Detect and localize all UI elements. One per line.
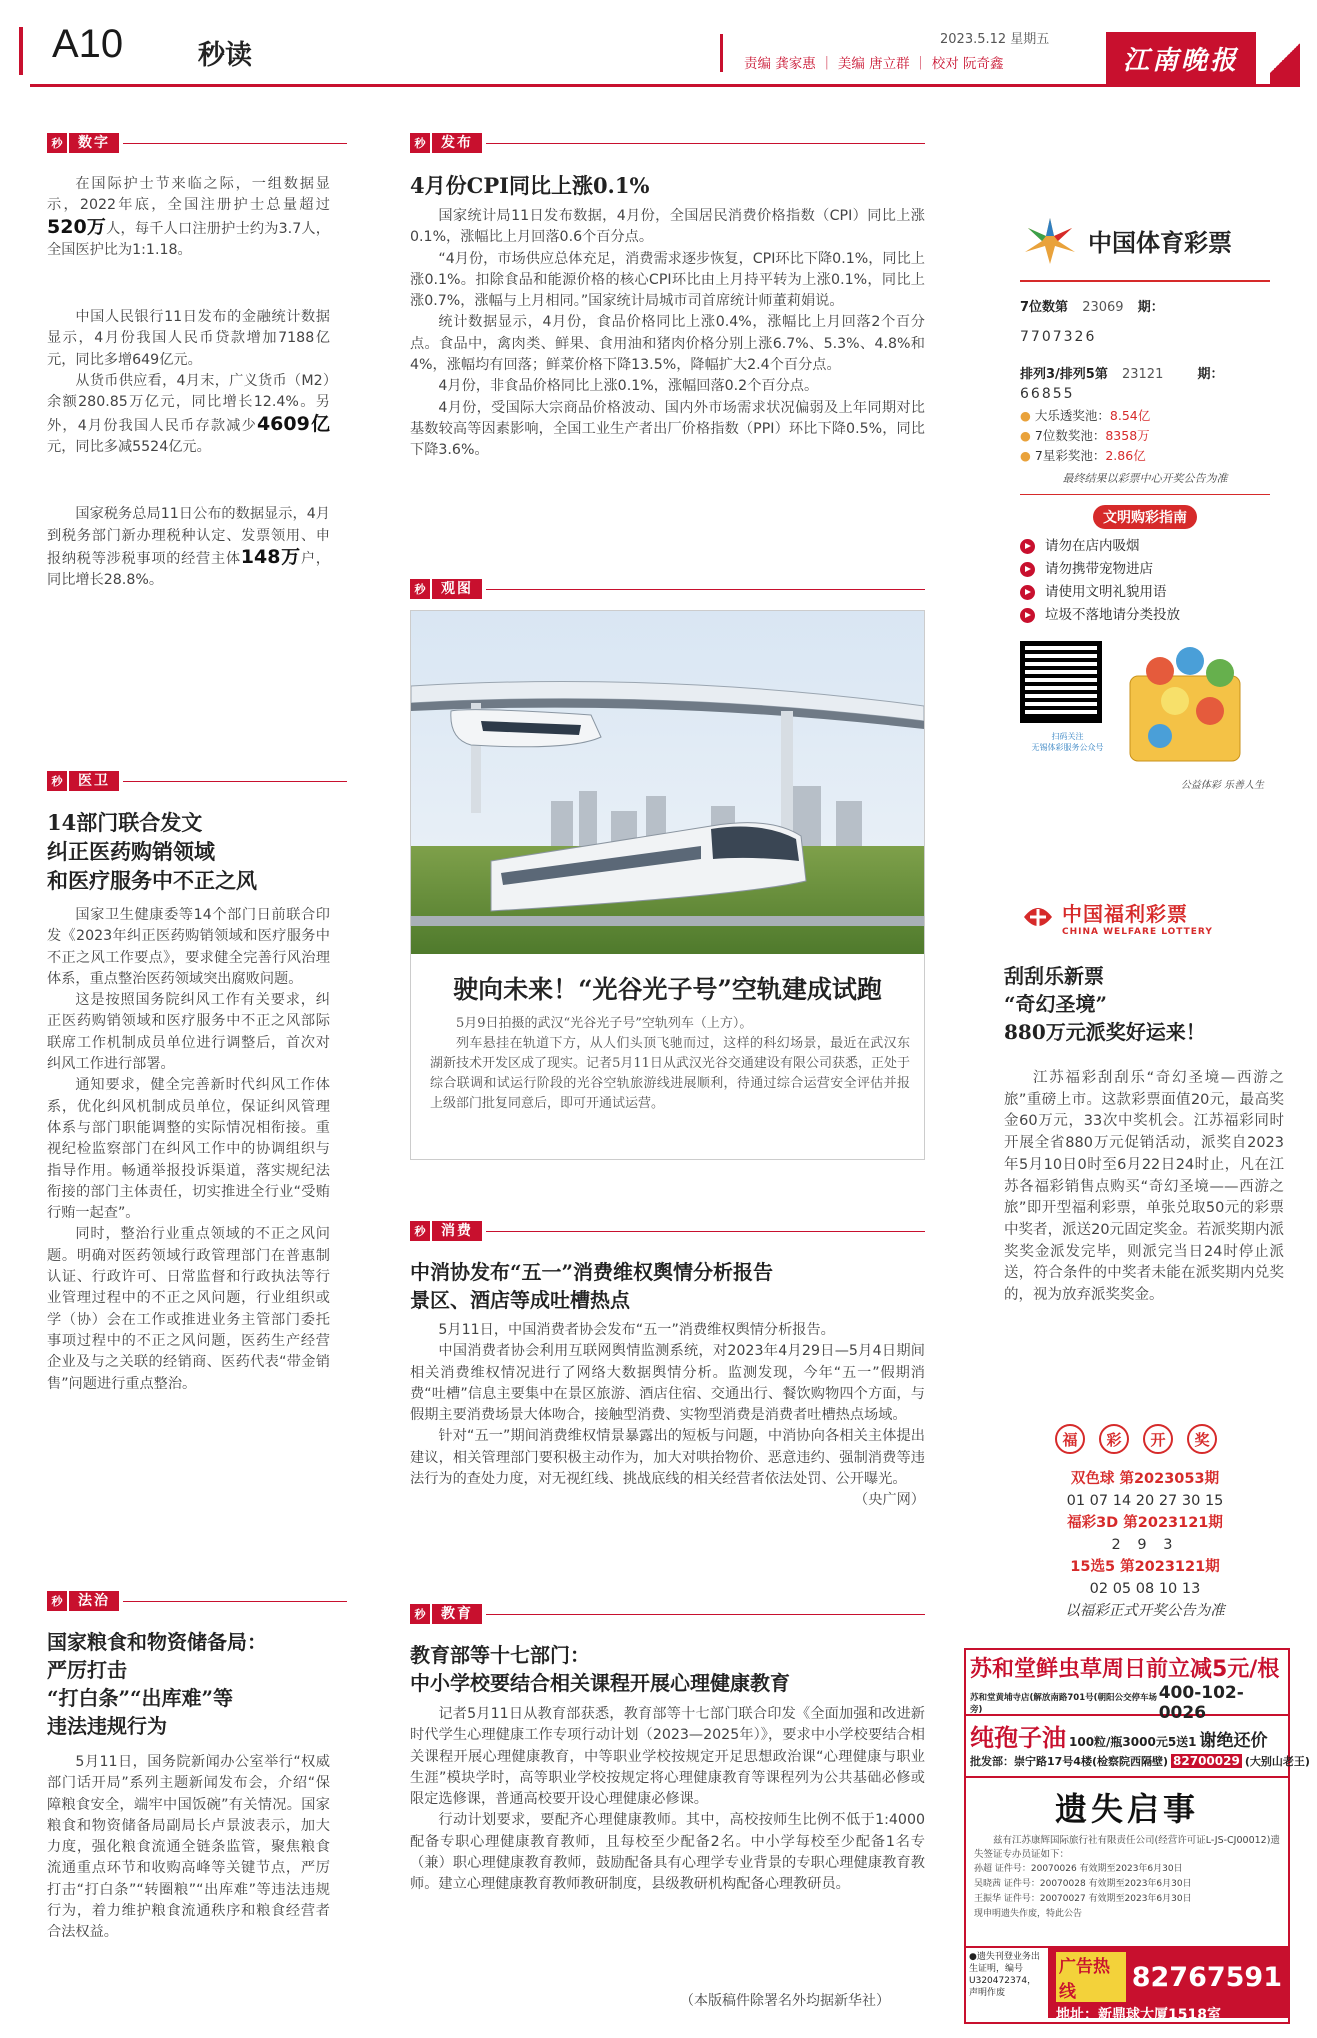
ad1: [966, 1650, 1288, 1723]
welfare-logo: [1020, 898, 1213, 937]
tag-edu-label: 教育: [432, 1604, 482, 1624]
ad2-title: 纯孢子油: [970, 1724, 1066, 1752]
ad2: [966, 1716, 1310, 1778]
ad-block: [964, 1648, 1310, 2024]
arrow-icon: [1020, 608, 1035, 623]
lottery-balls-icon: [1120, 641, 1270, 771]
welfare-headline: 刮刮乐新票 “奇幻圣境” 880万元派奖好运来！: [1004, 964, 1206, 1044]
lost-body: 兹有江苏康辉国际旅行社有限责任公司(经营许可证L-JS-CJ00012)遗失签证专办员证如下：: [974, 1835, 1280, 1860]
lost-row: 吴晓茜 证件号：20070028 有效期至2023年6月30日: [974, 1879, 1192, 1889]
sky-rail-photo: [411, 611, 924, 954]
welfare-brand-en: CHINA WELFARE LOTTERY: [1062, 927, 1213, 937]
result-note: 以福彩正式开奖公告为准: [1065, 1603, 1225, 1619]
section-name: 秒读: [198, 40, 252, 71]
guide-title-wrap: [1020, 505, 1270, 529]
sports-row1: 7位数第 23069 期：: [1020, 300, 1164, 315]
qr-caption: 扫码关注 无锡体彩服务公众号: [1031, 732, 1104, 752]
edu-body: 记者5月11日从教育部获悉，教育部等十七部门联合印发《全面加强和改进新时代学生心理健康工作专项行动计划（2023—2025年）》，要求中小学校要结合相关课程开展心理健康教育，中等职业学校按规定开足思想政治课“心理健康与职业生涯”模块学时，高等职业学校按规定将心理健康教育等课程列为公共基础必修或限定选修课，普通高校要开设心理健康必修课。 行动计划要求，要配齐心理健康教师。其中，高校按师生比例不低于1:4000配备专职心理健康教育教师，且每校至少配备2名。中小学每校至少配备1名专（兼）职心理健康教育教师，鼓励配备具有心理学专业背景的专职心理健康教育教师。建立心理健康教育教师教研制度，县级教研机构配备心理教研员。: [410, 1706, 925, 1893]
law-body: 5月11日，国务院新闻办公室举行“权威部门话开局”系列主题新闻发布会，介绍“保障粮食安全，端牢中国饭碗”有关情况。国家粮食和物资储备局副局长卢景波表示，加大力度，强化粮食流通全链条监管，聚焦粮食流通重点环节和收购高峰等关键节点，严厉打击“打白条”“转圈粮”“出库难”等违法违规行为，着力维护粮食流通秩序和粮食经营者合法权益。: [47, 1754, 330, 1941]
ad-footer: [966, 1948, 1288, 2023]
ad-address: 地址：新鼎球大厦1518室: [1056, 2007, 1221, 2023]
result-2-nums: 2 9 3: [1111, 1537, 1179, 1553]
sports-lottery-star-icon: [1020, 214, 1080, 266]
ad1-line1: 苏和堂鲜虫草周日前立减5元/根: [970, 1657, 1280, 1682]
edu-headline: 教育部等十七部门： 中小学校要结合相关课程开展心理健康教育: [410, 1643, 790, 1695]
hotline-number: 82767591: [1131, 1961, 1282, 1993]
bubble: 福: [1055, 1424, 1085, 1454]
arrow-icon: [1020, 539, 1035, 554]
consume-body: 5月11日，中国消费者协会发布“五一”消费维权舆情分析报告。 中国消费者协会利用互联网舆情监测系统，对2023年4月29日—5月4日期间相关消费维权情况进行了网络大数据舆情分析。监测发现，今年“五一”假期消费“吐槽”信息主要集中在景区旅游、酒店住宿、交通出行、餐饮购物四个方面，与假期主要消费场景大体吻合，接触型消费、实物型消费是消费者吐槽热点场域。 针对“五一”期间消费维权情景暴露出的短板与问题，中消协向各相关主体提出建议，相关管理部门要积极主动作为，加大对哄抬物价、恶意违约、强制消费等违法行为的查处力度，对无视红线、挑战底线的相关经营者依法处罚、公开曝光。 （央广网）: [410, 1320, 925, 1512]
sports-pools: [1020, 406, 1270, 466]
cpi-headline: 4月份CPI同比上涨0.1%: [410, 173, 650, 198]
masthead-left-bar: [19, 27, 23, 75]
welfare-body: 江苏福彩刮刮乐“奇幻圣境—西游之旅”重磅上市。这款彩票面值20元，最高奖金60万元，33次中奖机会。江苏福彩同时开展全省880万元促销活动，派奖自2023年5月10日0时至6月22日24时止，凡在江苏各福彩销售点购买“奇幻圣境——西游之旅”即开型福利彩票，单张兑取50元的彩票中奖者，派送20元固定奖金。若派奖期内派奖奖金派发完毕，则派完当日24时停止派送，符合条件的中奖者未能在派奖期内兑奖的，视为放弃派奖奖金。: [1004, 1070, 1284, 1304]
pool-1: ● 大乐透奖池：8.54亿: [1020, 408, 1151, 423]
sports-lottery-panel: [1020, 210, 1270, 850]
guide-item: 请勿在店内吸烟: [1020, 535, 1270, 558]
qr-code[interactable]: [1020, 641, 1102, 723]
sports-notice: 最终结果以彩票中心开奖公告为准: [1062, 472, 1228, 485]
welfare-results: [1020, 1468, 1270, 1622]
bubble: 奖: [1187, 1424, 1217, 1454]
bubble: 彩: [1099, 1424, 1129, 1454]
ad2-nobargain: 谢绝还价: [1199, 1731, 1268, 1751]
issue-date: 2023.5.12 星期五: [940, 32, 1050, 47]
masthead-rule: [30, 84, 1300, 87]
result-3-name: 15选5 第2023121期: [1070, 1559, 1220, 1575]
newspaper-logo: [1106, 32, 1256, 84]
tag-medical-label: 医卫: [69, 771, 119, 791]
lost-row: 王振华 证件号：20070027 有效期至2023年6月30日: [974, 1894, 1192, 1904]
tag-law-label: 法治: [69, 1591, 119, 1611]
ad2-phone: 82700029: [1173, 1754, 1240, 1768]
tag-digits: 秒 数字: [47, 132, 347, 154]
ad-foot-left: ●遗失刊登业务出生证明，编号U320472374，声明作废: [966, 1948, 1050, 2018]
guide-title: 文明购彩指南: [1093, 505, 1197, 529]
bubble: 开: [1143, 1424, 1173, 1454]
arrow-icon: [1020, 562, 1035, 577]
tag-consume-label: 消费: [432, 1221, 482, 1241]
tag-consume: 秒 消费: [410, 1220, 925, 1242]
digits-p1: 在国际护士节来临之际，一组数据显示，2022年底，全国注册护士总量超过520万人，每千人口注册护士约为3.7人，全国医护比为1:1.18。: [47, 176, 330, 258]
consume-headline: 中消协发布“五一”消费维权舆情分析报告 景区、酒店等成吐槽热点: [410, 1260, 774, 1312]
medical-headline: 14部门联合发文 纠正医药购销领域 和医疗服务中不正之风: [47, 810, 257, 893]
ad2-price: 100粒/瓶3000元5送1: [1069, 1735, 1197, 1749]
lost-title: 遗失启事: [1054, 1790, 1199, 1828]
guide-item: 垃圾不落地请分类投放: [1020, 604, 1270, 627]
tag-photo: 秒 观图: [410, 578, 925, 600]
editors: 责编 龚家惠 ｜ 美编 唐立群 ｜ 校对 阮奇鑫: [744, 56, 1004, 72]
sports-row2-numbers: 66855: [1020, 386, 1075, 402]
welfare-brand-cn: 中国福利彩票: [1062, 902, 1188, 926]
guide-list: [1020, 535, 1270, 627]
tag-edu: 秒 教育: [410, 1603, 925, 1625]
digits-p2: 中国人民银行11日发布的金融统计数据显示，4月份我国人民币贷款增加7188亿元，同比多增649亿元。: [47, 309, 330, 368]
hotline-label: 广告热线: [1056, 1952, 1126, 2002]
guide-item: 请使用文明礼貌用语: [1020, 581, 1270, 604]
sports-row1-numbers: 7707326: [1020, 329, 1097, 345]
welfare-logo-icon: [1020, 903, 1056, 933]
edu-note: （本版稿件除署名外均据新华社）: [680, 1993, 890, 2009]
sports-slogan: 公益体彩 乐善人生: [1180, 780, 1264, 791]
ad1-phone: 400-102-0026: [1158, 1683, 1244, 1723]
lost-tail: 现申明遗失作废，特此公告: [974, 1909, 1083, 1919]
photo-headline: 驶向未来！“光谷光子号”空轨建成试跑: [453, 975, 882, 1004]
result-2-name: 福彩3D 第2023121期: [1067, 1515, 1223, 1531]
welfare-draw-bubbles: [1055, 1424, 1217, 1454]
ad2-tail: (大别山老王): [1244, 1755, 1310, 1768]
masthead: [0, 0, 1317, 100]
tag-photo-label: 观图: [432, 579, 482, 599]
sports-lottery-logo: [1020, 210, 1270, 270]
tag-law: 秒 法治: [47, 1590, 347, 1612]
digits-block: [47, 174, 330, 591]
masthead-right-corner: [1270, 32, 1300, 84]
tag-cpi: 秒 发布: [410, 132, 925, 154]
digits-p3: 从货币供应看，4月末，广义货币（M2）余额280.85万亿元，同比增长12.4%。另外，4月份我国人民币存款减少4609亿元，同比多减5524亿元。: [47, 373, 330, 455]
photo-caption: 5月9日拍摄的武汉“光谷光子号”空轨列车（上方）。 列车悬挂在轨道下方，从人们头顶飞驰而过，这样的科幻场景，最近在武汉东湖新技术开发区成了现实。记者5月11日从武汉光谷交通建设有限公司获悉，正处于综合联调和试运行阶段的光谷空轨旅游线进展顺利，待通过综合运营安全评估并报上级部门批复同意后，即可开通试运营。: [430, 1016, 910, 1111]
result-3-nums: 02 05 08 10 13: [1089, 1581, 1201, 1597]
sports-lottery-rule: [1020, 280, 1270, 282]
lost-notice: [966, 1778, 1288, 1948]
ad1-line2: 苏和堂黄埔寺店(解放南路701号(朝阳公交停车场旁): [970, 1693, 1158, 1715]
lost-row: 孙超 证件号：20070026 有效期至2023年6月30日: [974, 1864, 1183, 1874]
tag-medical: 秒 医卫: [47, 770, 347, 792]
qr-area: [1020, 641, 1270, 811]
result-1-nums: 01 07 14 20 27 30 15: [1066, 1493, 1224, 1509]
pool-2: ● 7位数奖池：8358万: [1020, 428, 1150, 443]
cpi-body: 国家统计局11日发布数据，4月份，全国居民消费价格指数（CPI）同比上涨0.1%，涨幅比上月回落0.6个百分点。 “4月份，市场供应总体充足，消费需求逐步恢复，CPI环比下降0.1%，同比上涨0.1%。扣除食品和能源价格的核心CPI环比由上月持平转为上涨0.1%，同比上涨0.7%，涨幅与上月相同。”国家统计局城市司首席统计师董莉娟说。 统计数据显示，4月份，食品价格同比上涨0.4%，涨幅比上月回落2个百分点。食品中，禽肉类、鲜果、食用油和猪肉价格分别上涨6.7%、5.3%、4.8%和4%，涨幅均有回落；鲜菜价格下降13.5%，降幅扩大2.4个百分点。 4月份，非食品价格同比上涨0.1%，涨幅回落0.2个百分点。 4月份，受国际大宗商品价格波动、国内外市场需求状况偏弱及上年同期对比基数较高等因素影响，全国工业生产者出厂价格指数（PPI）环比下降0.5%，同比下降3.6%。: [410, 208, 925, 459]
sports-lottery-brand: 中国体育彩票: [1088, 228, 1232, 257]
pool-3: ● 7星彩奖池：2.86亿: [1020, 448, 1146, 463]
law-headline: 国家粮食和物资储备局： 严厉打击 “打白条”“出库难”等 违法违规行为: [47, 1630, 267, 1738]
sky-rail-photo-svg: [411, 611, 924, 954]
tag-digits-label: 数字: [69, 133, 119, 153]
sports-rule-2: [1020, 494, 1270, 495]
page-number: A10: [52, 22, 124, 66]
logo-text: 江南晚报: [1122, 45, 1239, 76]
sports-row2: 排列3/排列5第 23121 期：: [1020, 367, 1224, 382]
consume-source: （央广网）: [854, 1492, 925, 1509]
medical-body: 国家卫生健康委等14个部门日前联合印发《2023年纠正医药购销领域和医疗服务中不正之风工作要点》，要求健全完善行风治理体系，重点整治医药领域突出腐败问题。 这是按照国务院纠风工作有关要求，纠正医药购销领域和医疗服务中不正之风部际联席工作机制成员单位进行调整后，首次对纠风工作进行部署。 通知要求，健全完善新时代纠风工作体系，优化纠风机制成员单位，保证纠风管理体系与部门职能调整的实际情况相衔接。重视纪检监察部门在纠风工作中的协调组织与指导作用。畅通举报投诉渠道，落实规纪法衔接的部门主体责任，切实推进全行业“受贿行贿一起查”。 同时，整治行业重点领域的不正之风问题。明确对医药领域行政管理部门在普惠制认证、行政许可、日常监督和行政执法等行业管理过程中的不正之风问题，行业组织或学（协）会在工作或推进业务主管部门委托事项过程中的不正之风问题，医药生产经营企业及与之关联的经销商、医药代表“带金销售”问题进行重点整治。: [47, 907, 330, 1392]
guide-item: 请勿携带宠物进店: [1020, 558, 1270, 581]
tag-cpi-label: 发布: [432, 133, 482, 153]
digits-p4: 国家税务总局11日公布的数据显示，4月到税务部门新办理税种认定、发票领用、申报纳税等涉税事项的经营主体148万户，同比增长28.8%。: [47, 506, 330, 589]
result-1-name: 双色球 第2023053期: [1070, 1471, 1220, 1487]
ad2-address: 批发部：崇宁路17号4楼(检察院西隔壁): [970, 1755, 1169, 1768]
arrow-icon: [1020, 585, 1035, 600]
editor-line-marker: [720, 34, 723, 72]
